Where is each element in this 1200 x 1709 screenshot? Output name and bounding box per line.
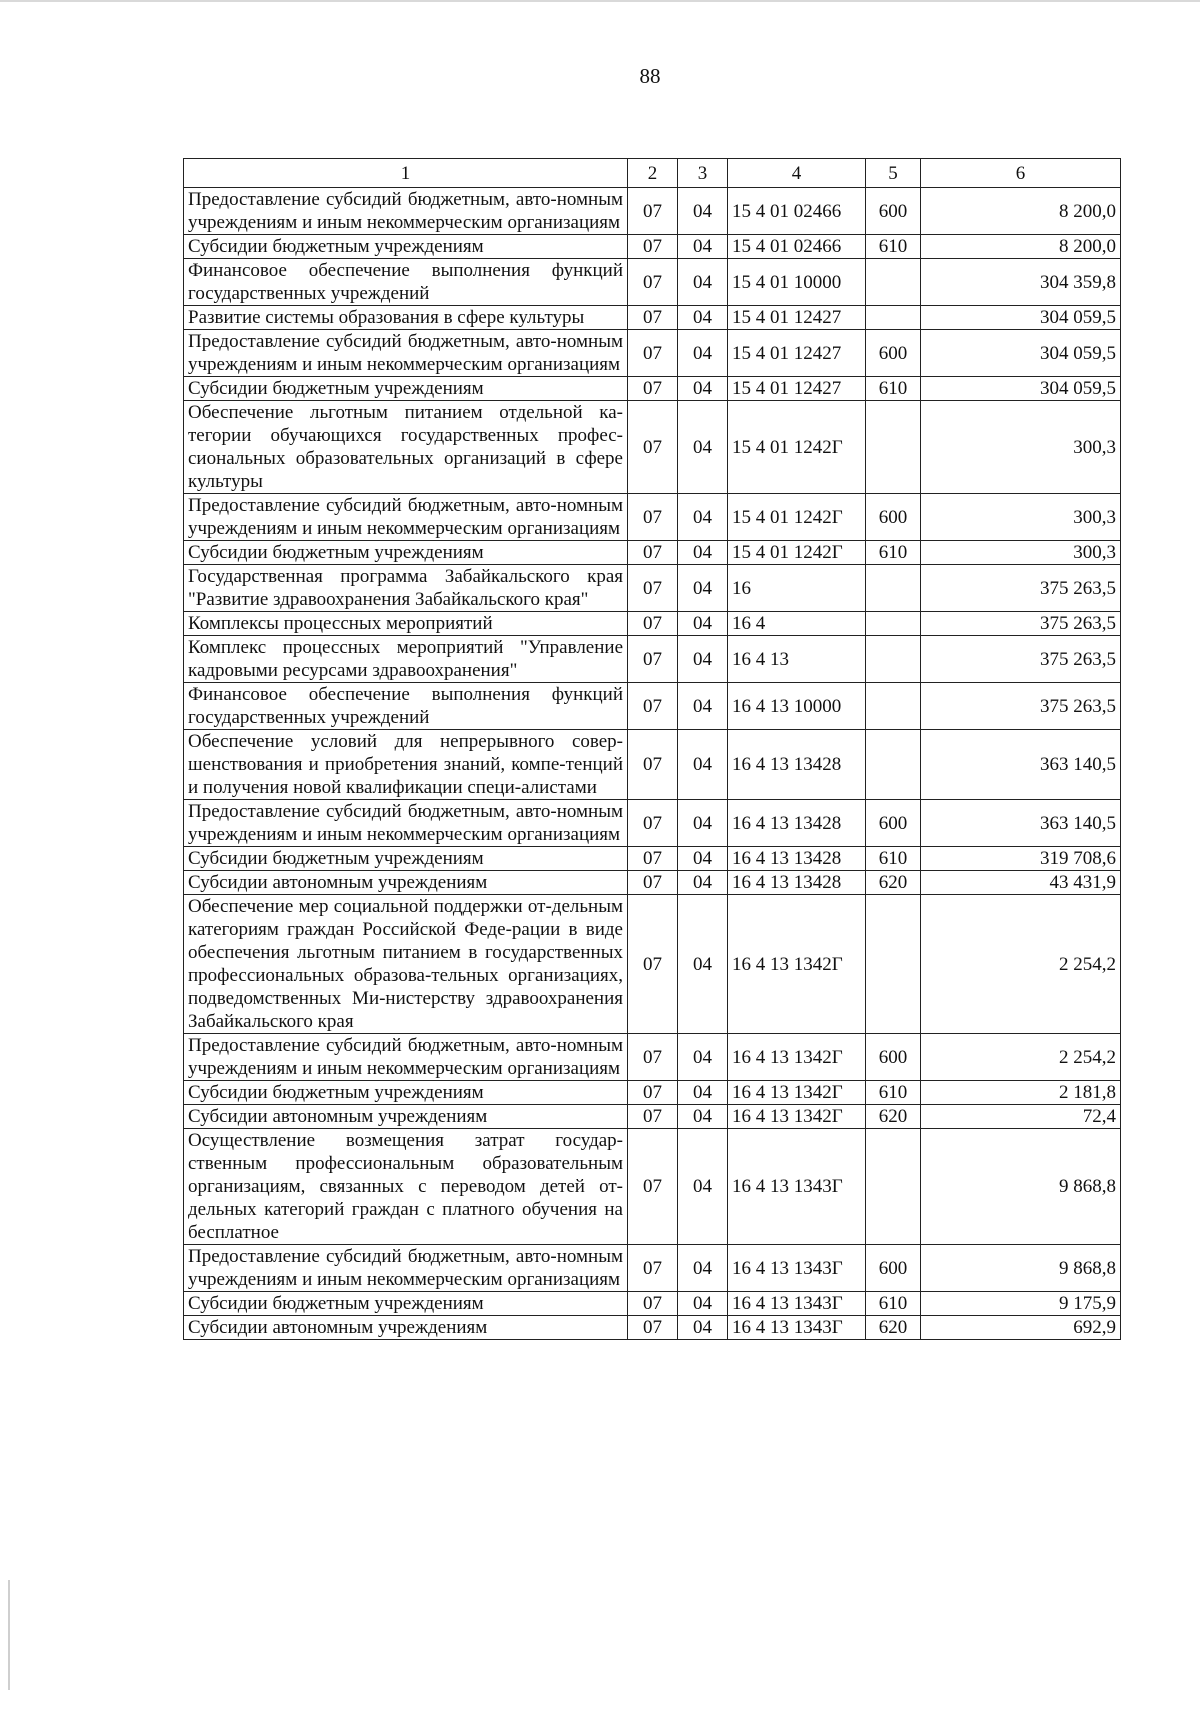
subsection-code-cell: 04	[678, 1292, 728, 1316]
subsection-code-cell: 04	[678, 541, 728, 565]
section-code-cell: 07	[628, 377, 678, 401]
amount-cell: 300,3	[921, 401, 1121, 494]
expense-type-cell	[866, 612, 921, 636]
description-cell: Субсидии автономным учреждениям	[184, 1105, 628, 1129]
table-row	[184, 847, 1121, 871]
table-body	[184, 188, 1121, 1340]
expense-type-cell: 610	[866, 1292, 921, 1316]
section-code-cell: 07	[628, 401, 678, 494]
table-row	[184, 235, 1121, 259]
amount-cell: 375 263,5	[921, 612, 1121, 636]
header-cell: 4	[728, 159, 866, 188]
header-cell: 1	[184, 159, 628, 188]
section-code-cell: 07	[628, 871, 678, 895]
subsection-code-cell: 04	[678, 188, 728, 235]
description-cell: Субсидии автономным учреждениям	[184, 1316, 628, 1340]
subsection-code-cell: 04	[678, 1034, 728, 1081]
amount-cell: 300,3	[921, 494, 1121, 541]
target-article-cell: 16 4 13 13428	[728, 800, 866, 847]
amount-cell: 304 059,5	[921, 306, 1121, 330]
target-article-cell: 16 4 13	[728, 636, 866, 683]
section-code-cell: 07	[628, 494, 678, 541]
description-cell: Обеспечение льготным питанием отдельной ка-тегории обучающихся государственных профес-сиональных образовательных организаций в сфере культуры	[184, 401, 628, 494]
table-row	[184, 330, 1121, 377]
header-cell: 6	[921, 159, 1121, 188]
description-cell: Государственная программа Забайкальского края "Развитие здравоохранения Забайкальского края"	[184, 565, 628, 612]
subsection-code-cell: 04	[678, 800, 728, 847]
description-cell: Субсидии бюджетным учреждениям	[184, 1292, 628, 1316]
header-cell: 3	[678, 159, 728, 188]
amount-cell: 304 059,5	[921, 330, 1121, 377]
scan-left-edge	[8, 1580, 10, 1690]
expense-type-cell: 620	[866, 1105, 921, 1129]
expense-type-cell	[866, 683, 921, 730]
amount-cell: 72,4	[921, 1105, 1121, 1129]
section-code-cell: 07	[628, 1034, 678, 1081]
section-code-cell: 07	[628, 1316, 678, 1340]
header-cell: 5	[866, 159, 921, 188]
description-cell: Субсидии бюджетным учреждениям	[184, 541, 628, 565]
description-cell: Осуществление возмещения затрат государ-ственным профессиональным образовательным организациям, связанных с переводом детей от-дельных категорий граждан с платного обучения на бесплатное	[184, 1129, 628, 1245]
description-cell: Развитие системы образования в сфере культуры	[184, 306, 628, 330]
description-cell: Предоставление субсидий бюджетным, авто-номным учреждениям и иным некоммерческим организациям	[184, 188, 628, 235]
target-article-cell: 16 4 13 1342Г	[728, 1034, 866, 1081]
amount-cell: 363 140,5	[921, 730, 1121, 800]
table-row	[184, 565, 1121, 612]
description-cell: Комплексы процессных мероприятий	[184, 612, 628, 636]
expense-type-cell: 600	[866, 330, 921, 377]
expense-type-cell: 600	[866, 800, 921, 847]
subsection-code-cell: 04	[678, 871, 728, 895]
section-code-cell: 07	[628, 306, 678, 330]
description-cell: Предоставление субсидий бюджетным, авто-номным учреждениям и иным некоммерческим организациям	[184, 1245, 628, 1292]
subsection-code-cell: 04	[678, 330, 728, 377]
description-cell: Субсидии бюджетным учреждениям	[184, 847, 628, 871]
subsection-code-cell: 04	[678, 636, 728, 683]
description-cell: Субсидии автономным учреждениям	[184, 871, 628, 895]
section-code-cell: 07	[628, 683, 678, 730]
page-number: 88	[639, 64, 661, 88]
subsection-code-cell: 04	[678, 1316, 728, 1340]
table-row	[184, 541, 1121, 565]
budget-table	[183, 158, 1121, 1340]
subsection-code-cell: 04	[678, 1245, 728, 1292]
amount-cell: 363 140,5	[921, 800, 1121, 847]
subsection-code-cell: 04	[678, 401, 728, 494]
target-article-cell: 16 4 13 1342Г	[728, 895, 866, 1034]
subsection-code-cell: 04	[678, 235, 728, 259]
header-row	[184, 159, 1121, 188]
amount-cell: 43 431,9	[921, 871, 1121, 895]
expense-type-cell: 610	[866, 377, 921, 401]
description-cell: Предоставление субсидий бюджетным, авто-номным учреждениям и иным некоммерческим организациям	[184, 330, 628, 377]
expense-type-cell: 600	[866, 1245, 921, 1292]
table-row	[184, 494, 1121, 541]
table-row	[184, 1316, 1121, 1340]
section-code-cell: 07	[628, 1081, 678, 1105]
description-cell: Обеспечение условий для непрерывного совер-шенствования и приобретения знаний, компе-тенций и получения новой квалификации специ-алистами	[184, 730, 628, 800]
description-cell: Обеспечение мер социальной поддержки от-дельным категориям граждан Российской Феде-рации в виде обеспечения льготным питанием в государственных профессиональных образова-тельных организациях, подведомственных Ми-нистерству здравоохранения Забайкальского края	[184, 895, 628, 1034]
target-article-cell: 15 4 01 1242Г	[728, 541, 866, 565]
expense-type-cell: 600	[866, 188, 921, 235]
expense-type-cell	[866, 401, 921, 494]
description-cell: Предоставление субсидий бюджетным, авто-номным учреждениям и иным некоммерческим организациям	[184, 800, 628, 847]
subsection-code-cell: 04	[678, 565, 728, 612]
description-cell: Субсидии бюджетным учреждениям	[184, 377, 628, 401]
amount-cell: 2 181,8	[921, 1081, 1121, 1105]
description-cell: Предоставление субсидий бюджетным, авто-номным учреждениям и иным некоммерческим организациям	[184, 494, 628, 541]
subsection-code-cell: 04	[678, 259, 728, 306]
target-article-cell: 16 4 13 1343Г	[728, 1129, 866, 1245]
subsection-code-cell: 04	[678, 1081, 728, 1105]
amount-cell: 9 175,9	[921, 1292, 1121, 1316]
section-code-cell: 07	[628, 612, 678, 636]
amount-cell: 375 263,5	[921, 636, 1121, 683]
table-row	[184, 895, 1121, 1034]
subsection-code-cell: 04	[678, 612, 728, 636]
target-article-cell: 16 4 13 1343Г	[728, 1316, 866, 1340]
target-article-cell: 16 4 13 1342Г	[728, 1105, 866, 1129]
amount-cell: 300,3	[921, 541, 1121, 565]
table-row	[184, 1245, 1121, 1292]
section-code-cell: 07	[628, 1245, 678, 1292]
amount-cell: 2 254,2	[921, 895, 1121, 1034]
table-row	[184, 800, 1121, 847]
subsection-code-cell: 04	[678, 1105, 728, 1129]
target-article-cell: 16 4 13 13428	[728, 847, 866, 871]
section-code-cell: 07	[628, 259, 678, 306]
description-cell: Субсидии бюджетным учреждениям	[184, 1081, 628, 1105]
description-cell: Финансовое обеспечение выполнения функций государственных учреждений	[184, 683, 628, 730]
target-article-cell: 15 4 01 1242Г	[728, 494, 866, 541]
table-row	[184, 1081, 1121, 1105]
table-row	[184, 188, 1121, 235]
target-article-cell: 16 4 13 1343Г	[728, 1292, 866, 1316]
amount-cell: 692,9	[921, 1316, 1121, 1340]
amount-cell: 8 200,0	[921, 235, 1121, 259]
amount-cell: 304 059,5	[921, 377, 1121, 401]
table-row	[184, 683, 1121, 730]
target-article-cell: 16 4	[728, 612, 866, 636]
amount-cell: 2 254,2	[921, 1034, 1121, 1081]
target-article-cell: 15 4 01 1242Г	[728, 401, 866, 494]
table-row	[184, 730, 1121, 800]
expense-type-cell	[866, 259, 921, 306]
header-cell: 2	[628, 159, 678, 188]
table-row	[184, 636, 1121, 683]
amount-cell: 304 359,8	[921, 259, 1121, 306]
expense-type-cell	[866, 1129, 921, 1245]
table-row	[184, 1129, 1121, 1245]
section-code-cell: 07	[628, 1292, 678, 1316]
section-code-cell: 07	[628, 235, 678, 259]
description-cell: Субсидии бюджетным учреждениям	[184, 235, 628, 259]
table-row	[184, 259, 1121, 306]
target-article-cell: 16 4 13 1343Г	[728, 1245, 866, 1292]
section-code-cell: 07	[628, 1105, 678, 1129]
section-code-cell: 07	[628, 188, 678, 235]
table-row	[184, 612, 1121, 636]
target-article-cell: 15 4 01 12427	[728, 306, 866, 330]
section-code-cell: 07	[628, 330, 678, 377]
subsection-code-cell: 04	[678, 377, 728, 401]
target-article-cell: 16	[728, 565, 866, 612]
expense-type-cell	[866, 730, 921, 800]
target-article-cell: 15 4 01 12427	[728, 330, 866, 377]
subsection-code-cell: 04	[678, 683, 728, 730]
target-article-cell: 15 4 01 02466	[728, 235, 866, 259]
amount-cell: 8 200,0	[921, 188, 1121, 235]
target-article-cell: 15 4 01 10000	[728, 259, 866, 306]
section-code-cell: 07	[628, 1129, 678, 1245]
expense-type-cell: 610	[866, 235, 921, 259]
subsection-code-cell: 04	[678, 847, 728, 871]
target-article-cell: 15 4 01 02466	[728, 188, 866, 235]
expense-type-cell: 620	[866, 871, 921, 895]
table-row	[184, 306, 1121, 330]
target-article-cell: 16 4 13 13428	[728, 871, 866, 895]
subsection-code-cell: 04	[678, 306, 728, 330]
target-article-cell: 16 4 13 1342Г	[728, 1081, 866, 1105]
section-code-cell: 07	[628, 730, 678, 800]
expense-type-cell	[866, 895, 921, 1034]
target-article-cell: 15 4 01 12427	[728, 377, 866, 401]
expense-type-cell: 610	[866, 1081, 921, 1105]
section-code-cell: 07	[628, 847, 678, 871]
description-cell: Финансовое обеспечение выполнения функций государственных учреждений	[184, 259, 628, 306]
expense-type-cell: 600	[866, 1034, 921, 1081]
amount-cell: 9 868,8	[921, 1129, 1121, 1245]
subsection-code-cell: 04	[678, 1129, 728, 1245]
amount-cell: 375 263,5	[921, 565, 1121, 612]
amount-cell: 9 868,8	[921, 1245, 1121, 1292]
subsection-code-cell: 04	[678, 730, 728, 800]
section-code-cell: 07	[628, 800, 678, 847]
expense-type-cell	[866, 565, 921, 612]
description-cell: Комплекс процессных мероприятий "Управление кадровыми ресурсами здравоохранения"	[184, 636, 628, 683]
section-code-cell: 07	[628, 565, 678, 612]
expense-type-cell: 610	[866, 541, 921, 565]
table-row	[184, 1034, 1121, 1081]
expense-type-cell: 600	[866, 494, 921, 541]
table-row	[184, 1292, 1121, 1316]
table-row	[184, 871, 1121, 895]
expense-type-cell	[866, 636, 921, 683]
table-row	[184, 1105, 1121, 1129]
table-row	[184, 401, 1121, 494]
expense-type-cell: 620	[866, 1316, 921, 1340]
amount-cell: 375 263,5	[921, 683, 1121, 730]
subsection-code-cell: 04	[678, 895, 728, 1034]
target-article-cell: 16 4 13 10000	[728, 683, 866, 730]
table-row	[184, 377, 1121, 401]
scan-top-edge	[0, 0, 1200, 2]
expense-type-cell	[866, 306, 921, 330]
section-code-cell: 07	[628, 541, 678, 565]
expense-type-cell: 610	[866, 847, 921, 871]
target-article-cell: 16 4 13 13428	[728, 730, 866, 800]
description-cell: Предоставление субсидий бюджетным, авто-номным учреждениям и иным некоммерческим организациям	[184, 1034, 628, 1081]
section-code-cell: 07	[628, 895, 678, 1034]
section-code-cell: 07	[628, 636, 678, 683]
amount-cell: 319 708,6	[921, 847, 1121, 871]
subsection-code-cell: 04	[678, 494, 728, 541]
